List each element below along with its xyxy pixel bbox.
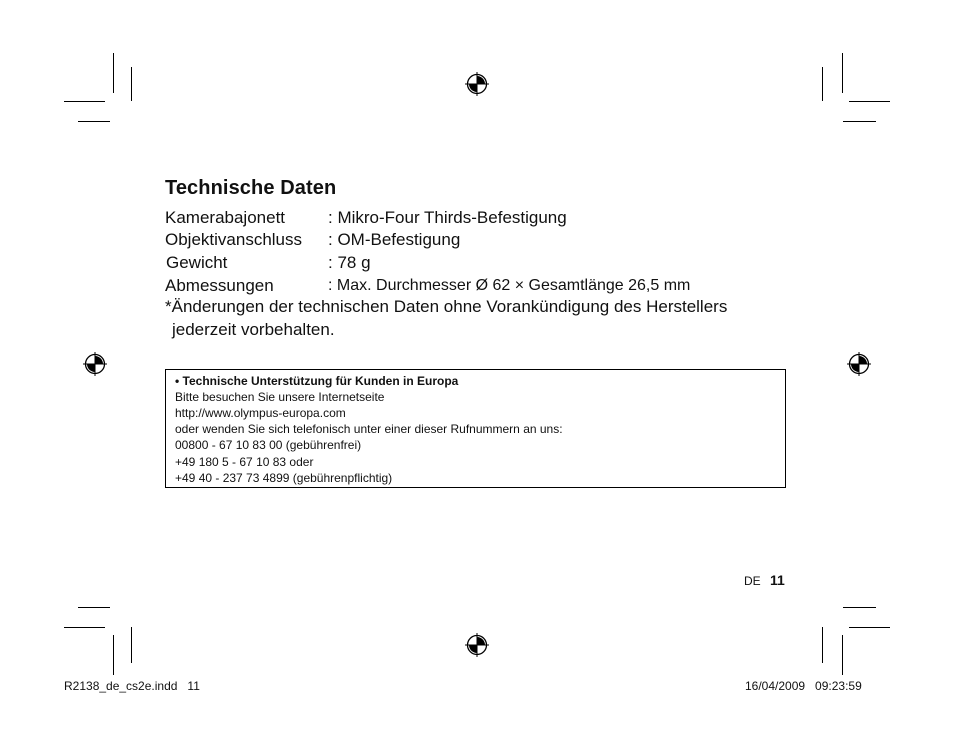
language-code: DE xyxy=(744,574,761,588)
page-folio xyxy=(744,572,785,588)
support-phone-line: +49 40 - 237 73 4899 (gebührenpflichtig) xyxy=(175,471,393,485)
crop-mark-top-right-v2 xyxy=(822,67,823,101)
spec-value: : Mikro-Four Thirds-Befestigung xyxy=(328,208,567,227)
registration-target-icon xyxy=(465,633,489,657)
crop-mark-bottom-right-h1 xyxy=(843,607,876,608)
crop-mark-top-left-v2 xyxy=(131,67,132,101)
crop-mark-top-left-v1 xyxy=(113,53,114,93)
crop-mark-top-left-h2 xyxy=(78,121,110,122)
spec-label: Gewicht xyxy=(166,253,228,272)
crop-mark-bottom-right-v2 xyxy=(822,627,823,663)
spec-label: Abmessungen xyxy=(165,276,274,295)
crop-mark-bottom-right-h2 xyxy=(849,627,890,628)
spec-label: Kamerabajonett xyxy=(165,208,286,227)
crop-mark-top-right-h2 xyxy=(843,121,876,122)
page-number: 11 xyxy=(770,572,785,588)
crop-mark-bottom-left-h2 xyxy=(64,627,105,628)
crop-mark-bottom-left-v1 xyxy=(113,635,114,675)
crop-mark-top-right-h1 xyxy=(849,101,890,102)
crop-mark-bottom-left-h1 xyxy=(78,607,110,608)
spec-value: : 78 g xyxy=(328,253,371,272)
change-notice-line-1: *Änderungen der technischen Daten ohne Vorankündigung des Herstellers xyxy=(165,297,728,316)
support-heading: • Technische Unterstützung für Kunden in Europa xyxy=(175,374,459,388)
support-website-link[interactable]: http://www.olympus-europa.com xyxy=(175,406,346,420)
crop-mark-bottom-left-v2 xyxy=(131,627,132,663)
support-info-box xyxy=(165,369,786,488)
support-line: Bitte besuchen Sie unsere Internetseite xyxy=(175,390,385,404)
spec-value: : Max. Durchmesser Ø 62 × Gesamtlänge 26,5 mm xyxy=(328,277,691,294)
support-phone-line: 00800 - 67 10 83 00 (gebührenfrei) xyxy=(175,438,362,452)
support-phone-line: +49 180 5 - 67 10 83 oder xyxy=(175,455,314,469)
crop-mark-bottom-right-v1 xyxy=(842,635,843,675)
change-notice-line-2: jederzeit vorbehalten. xyxy=(172,320,335,339)
slug-file-name: R2138_de_cs2e.indd 11 xyxy=(64,679,200,693)
crop-mark-top-right-v1 xyxy=(842,53,843,93)
crop-mark-top-left-h1 xyxy=(64,101,105,102)
registration-target-icon xyxy=(847,352,871,376)
page-title: Technische Daten xyxy=(165,177,337,199)
registration-target-icon xyxy=(83,352,107,376)
spec-value: : OM-Befestigung xyxy=(328,230,461,249)
registration-target-icon xyxy=(465,72,489,96)
slug-timestamp: 16/04/2009 09:23:59 xyxy=(745,679,862,693)
spec-label: Objektivanschluss xyxy=(165,230,303,249)
support-line: oder wenden Sie sich telefonisch unter einer dieser Rufnummern an uns: xyxy=(175,422,563,436)
